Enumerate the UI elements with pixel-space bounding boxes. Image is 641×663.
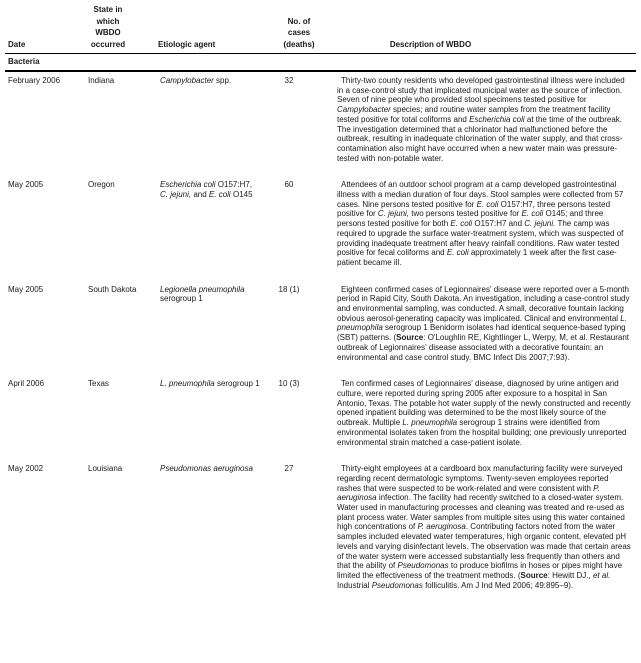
description-cell: Ten confirmed cases of Legionnaires' disease, diagnosed by urine antigen and culture, were reported during spring 2005 after exposure to a hospital in San Antonio, Texas. The potable hot water supply of the newly constructed and recently opened inpatient building was determined to be the most likely source of the outbreak. Multiple L. pneumophila serogroup 1 strains were identified from environmental isolates taken from the hospital building; one previously unreported environmental strain matched a case-patient isolate. <box>337 379 631 447</box>
table-row <box>8 464 633 590</box>
table-row <box>8 379 633 447</box>
column-header-etiologic-agent: Etiologic agent <box>158 39 216 49</box>
table-row <box>8 76 633 163</box>
etiologic-agent-cell: Campylobacter spp. <box>160 76 232 85</box>
table-row <box>8 180 633 267</box>
date-cell: May 2005 <box>8 284 44 294</box>
cases-deaths-cell: 32 <box>284 76 294 85</box>
state-cell: Louisiana <box>88 464 123 474</box>
section-rule <box>5 70 636 72</box>
column-header-state <box>86 4 158 50</box>
column-header-date: Date <box>8 39 26 49</box>
description-cell: Eighteen confirmed cases of Legionnaires' disease were reported over a 5-month period in Rapid City, South Dakota. An investigation, including a case-control study and environmental sampling, was conducted. A small, decorative fountain lacking obvious aerosol-generating capacity was implicated. Clinical and environmental L. pneumophila serogroup 1 Benidorm isolates had identical sequence-based typing (SBT) patterns. (Source: O'Loughlin RE, Kightlinger L, Werpy, M, et al. Restaurant outbreak of Legionnaires' disease associated with a decorative fountain: an environmental and case control study. BMC Infect Dis 2007;7:93). <box>337 284 630 362</box>
column-header-state-line: which WBDO <box>95 16 121 37</box>
state-cell: Oregon <box>88 180 115 190</box>
cases-deaths-cell: 60 <box>284 180 294 190</box>
table-body <box>8 76 633 590</box>
column-header-state-line: occurred <box>90 39 126 49</box>
section-header-bacteria: Bacteria <box>8 57 40 66</box>
date-cell: February 2006 <box>8 76 61 85</box>
state-cell: South Dakota <box>88 284 137 294</box>
date-cell: May 2005 <box>8 180 44 190</box>
cases-deaths-cell: 10 (3) <box>278 379 300 389</box>
description-cell: Thirty-two county residents who developed gastrointestinal illness were included in a case-control study that implicated municipal water as the source of infection. Seven of nine people who provided stool specimens tested positive for Campylobacter species; and routine water samples from the treatment facility tested positive for total coliforms and Escherichia coli at the time of the outbreak. The investigation determined that a chlorinator had malfunctioned before the outbreak, resulting in inadequate chlorination of the water supply, and that cross-contamination also might have occurred when a new water main was pressure-tested with non-potable water. <box>337 76 625 163</box>
state-cell: Texas <box>88 379 109 389</box>
etiologic-agent-cell: L. pneumophila serogroup 1 <box>160 379 260 389</box>
column-header-cases-line: cases <box>287 28 311 37</box>
column-header-cases-line: No. of <box>287 16 311 26</box>
etiologic-agent-cell: Pseudomonas aeruginosa <box>160 464 253 474</box>
description-cell: Attendees of an outdoor school program at a camp developed gastrointestinal illness with a median duration of four days. Stool samples were collected from 57 cases. Nine persons tested positive for E. coli O157:H7, three persons tested positive for C. jejuni, two persons tested positive for E. coli O145; and three persons tested positive for both E. coli O157:H7 and C. jejuni. The camp was required to upgrade the surface water-treatment system, which was suspected of providing inadequate treatment after heavy rainfall conditions. Raw water tested positive for fecal coliforms and E. coli approximately 1 week after the first case-patient became ill. <box>337 180 624 267</box>
table-row <box>8 285 633 363</box>
state-cell: Indiana <box>88 76 115 85</box>
description-cell: Thirty-eight employees at a cardboard box manufacturing facility were surveyed regarding recent dermatologic symptoms. Twenty-seven employees reported rashes that were suspected to be work-related and were consistent with P. aeruginosa infection. The facility had recently switched to a closed-water system. Water used in manufacturing processes and cleaning was treated and re-used as plant process water. Water samples from multiple sites using this water contained high concentrations of P. aeruginosa. Contributing factors noted from the water samples included elevated water temperatures, high organic content, elevated pH levels and varying disinfectant levels. The observation was made that certain areas of the water system were accessed substantially less frequently than others and that the ability of Pseudomonas to produce biofilms in hoses or pipes might have limited the effectiveness of the treatment methods. (Source: Hewitt DJ., et al. Industrial Pseudomonas folliculitis. Am J Ind Med 2006; 49:895–9). <box>337 464 631 590</box>
column-header-cases <box>270 16 320 51</box>
column-header-description: Description of WBDO <box>389 39 472 49</box>
etiologic-agent-cell: Escherichia coli O157:H7, C. jejuni, and E. coli O145 <box>160 180 253 200</box>
table-header <box>8 4 633 50</box>
date-cell: April 2006 <box>8 379 45 389</box>
cases-deaths-cell: 18 (1) <box>278 284 300 294</box>
column-header-state-line: State in <box>93 5 123 14</box>
etiologic-agent-cell: Legionella pneumophila serogroup 1 <box>160 284 245 304</box>
column-header-cases-line: (deaths) <box>283 39 315 49</box>
cases-deaths-cell: 27 <box>284 464 294 474</box>
date-cell: May 2002 <box>8 464 44 474</box>
